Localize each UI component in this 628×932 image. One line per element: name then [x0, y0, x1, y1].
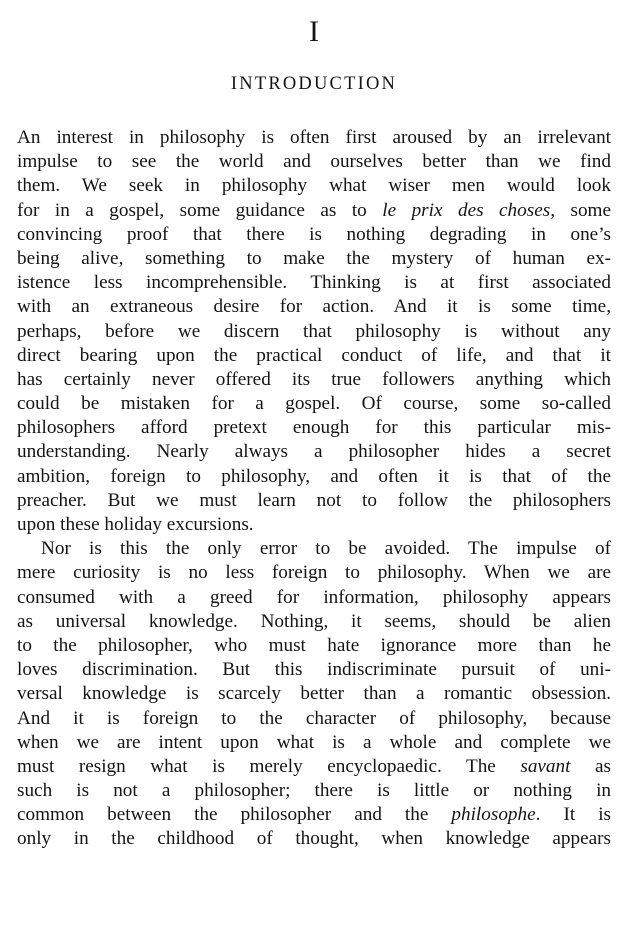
text-run: Nor is this the only error to be avoided. The impulse of: [41, 538, 611, 560]
italic-text: le prix des choses: [382, 199, 551, 221]
text-run: mere curiosity is no less foreign to philosophy. When we are: [17, 562, 611, 584]
text-line: [17, 174, 611, 198]
text-line: [17, 271, 611, 295]
text-run: preacher. But we must learn not to follow the philosophers: [17, 489, 611, 511]
text-run: understanding. Nearly always a philosopher hides a secret: [17, 441, 611, 463]
text-run: impulse to see the world and ourselves better than we find: [17, 151, 611, 173]
text-run: convincing proof that there is nothing degrading in one’s: [17, 223, 611, 245]
text-line: [17, 416, 611, 440]
text-line: [17, 344, 611, 368]
text-run: An interest in philosophy is often first aroused by an irrelevant: [17, 127, 611, 148]
text-run: perhaps, before we discern that philosophy is without any: [17, 320, 611, 342]
text-run: being alive, something to make the mystery of human ex-: [17, 247, 611, 269]
chapter-title: INTRODUCTION: [230, 74, 398, 94]
text-line: [17, 610, 611, 634]
text-run: philosophers afford pretext enough for this particular mis-: [17, 417, 611, 439]
text-run: direct bearing upon the practical conduct of life, and that it: [17, 344, 611, 366]
text-line: [17, 320, 611, 344]
paragraph: [17, 126, 611, 537]
text-run: such is not a philosopher; there is little or nothing in: [17, 780, 611, 802]
text-line: [17, 658, 611, 682]
text-line: [17, 392, 611, 416]
text-run: And it is foreign to the character of philosophy, because: [17, 707, 611, 729]
text-run: has certainly never offered its true followers anything which: [17, 368, 611, 390]
text-run: as: [570, 755, 611, 777]
text-run: for in a gospel, some guidance as to: [17, 199, 383, 221]
text-line: [17, 755, 611, 779]
italic-text: philosophe: [451, 804, 536, 826]
text-run: with an extraneous desire for action. And it is some time,: [17, 296, 611, 318]
text-run: when we are intent upon what is a whole and complete we: [17, 731, 611, 753]
body-text: [17, 126, 611, 852]
text-line: [17, 682, 611, 706]
text-line: [17, 368, 611, 392]
text-run: versal knowledge is scarcely better than a romantic obsession.: [17, 683, 611, 705]
text-line: [17, 779, 611, 803]
text-run: consumed with a greed for information, philosophy appears: [17, 586, 611, 608]
text-run: could be mistaken for a gospel. Of course, some so-called: [17, 393, 611, 415]
text-line: [17, 126, 611, 150]
italic-text: savant: [520, 755, 571, 777]
text-run: only in the childhood of thought, when knowledge appears: [17, 828, 611, 850]
text-run: . It is: [535, 804, 611, 826]
text-run: , some: [550, 199, 611, 221]
text-line: [17, 827, 611, 851]
text-line: [17, 803, 611, 827]
text-line: [17, 465, 611, 489]
text-run: as universal knowledge. Nothing, it seems, should be alien: [17, 610, 611, 632]
text-run: loves discrimination. But this indiscriminate pursuit of uni-: [17, 659, 611, 681]
text-line: [17, 537, 611, 561]
text-line: [17, 513, 611, 537]
text-line: [17, 489, 611, 513]
text-line: [17, 223, 611, 247]
text-run: must resign what is merely encyclopaedic. The: [17, 755, 521, 777]
chapter-number: I: [309, 15, 319, 48]
text-run: common between the philosopher and the: [17, 804, 452, 826]
text-run: istence less incomprehensible. Thinking is at first associated: [17, 272, 611, 294]
book-page: [17, 10, 611, 852]
text-line: [17, 707, 611, 731]
text-line: [17, 199, 611, 223]
text-run: them. We seek in philosophy what wiser men would look: [17, 175, 611, 197]
text-line: [17, 586, 611, 610]
text-line: [17, 150, 611, 174]
text-line: [17, 731, 611, 755]
text-line: [17, 634, 611, 658]
text-line: [17, 561, 611, 585]
text-run: to the philosopher, who must hate ignorance more than he: [17, 634, 611, 656]
text-run: ambition, foreign to philosophy, and often it is that of the: [17, 465, 611, 487]
text-run: upon these holiday excursions.: [17, 514, 254, 535]
text-line: [17, 295, 611, 319]
paragraph: [17, 537, 611, 851]
text-line: [17, 440, 611, 464]
text-line: [17, 247, 611, 271]
